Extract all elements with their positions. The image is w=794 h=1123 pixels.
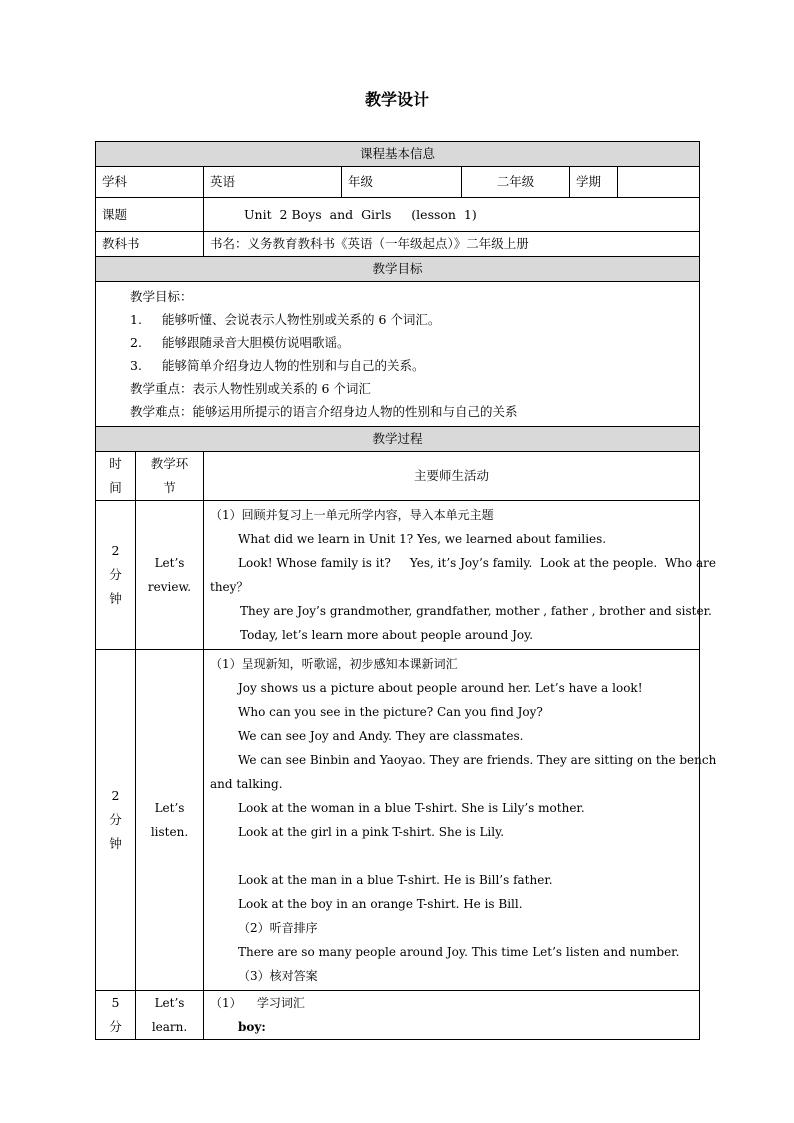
row-time: 2 分 钟	[96, 501, 136, 650]
section-process: 教学过程	[96, 427, 700, 452]
activity-line: There are so many people around Joy. This time Let’s listen and number.	[238, 945, 680, 959]
blank-line	[210, 844, 693, 868]
activity-line: Today, let’s learn more about people around Joy.	[240, 628, 534, 642]
section-basic-info: 课程基本信息	[96, 142, 700, 167]
lesson-plan-table	[95, 141, 717, 1040]
activity-line: We can see Binbin and Yaoyao. They are friends. They are sitting on the bench	[238, 753, 717, 767]
subject-label: 学科	[96, 167, 204, 198]
activity-line: they？	[210, 580, 249, 594]
goals-block	[96, 282, 700, 427]
term-label: 学期	[570, 167, 618, 198]
row-time: 5 分	[96, 991, 136, 1040]
activity-line: What did we learn in Unit 1? Yes, we learned about families.	[238, 532, 607, 546]
grade-label: 年级	[342, 167, 462, 198]
col-header-stage: 教学环 节	[136, 452, 204, 501]
activity-line: Look at the boy in an orange T-shirt. He is Bill.	[238, 897, 523, 911]
col-header-time: 时 间	[96, 452, 136, 501]
goal-item: 1. 能够听懂、会说表示人物性别或关系的 6 个词汇。	[130, 312, 441, 327]
row-activity	[204, 501, 716, 650]
textbook-value: 书名：义务教育教科书《英语（一年级起点）》二年级上册	[204, 232, 700, 257]
activity-line: and talking.	[210, 777, 283, 791]
activity-line: （2）听音排序	[238, 921, 318, 935]
topic-value: Unit 2 Boys and Girls (lesson 1)	[204, 198, 700, 232]
goal-item: 3. 能够简单介绍身边人物的性别和与自己的关系。	[130, 358, 425, 373]
textbook-label: 教科书	[96, 232, 204, 257]
difficulty: 教学难点：能够运用所提示的语言介绍身边人物的性别和与自己的关系	[130, 404, 518, 419]
activity-line: We can see Joy and Andy. They are classmates.	[238, 729, 524, 743]
activity-line: Look at the man in a blue T-shirt. He is Bill’s father.	[238, 873, 553, 887]
grade-value: 二年级	[462, 167, 570, 198]
activity-line: They are Joy’s grandmother, grandfather, mother , father , brother and sister.	[240, 604, 712, 618]
activity-line: Look! Whose family is it? Yes, it’s Joy’s family. Look at the people. Who are	[238, 556, 716, 570]
activity-line: Who can you see in the picture? Can you find Joy?	[238, 705, 543, 719]
activity-line: Look at the woman in a blue T-shirt. She is Lily’s mother.	[238, 801, 585, 815]
section-goals: 教学目标	[96, 257, 700, 282]
topic-label: 课题	[96, 198, 204, 232]
row-activity	[204, 650, 717, 991]
row-stage: Let’s listen.	[136, 650, 204, 991]
row-time: 2 分 钟	[96, 650, 136, 991]
col-header-activity: 主要师生活动	[204, 452, 700, 501]
activity-line: Joy shows us a picture about people around her. Let’s have a look!	[238, 681, 643, 695]
document-title: 教学设计	[364, 90, 429, 109]
activity-line: Look at the girl in a pink T-shirt. She is Lily.	[238, 825, 505, 839]
row-stage: Let’s review.	[136, 501, 204, 650]
goals-heading: 教学目标：	[130, 289, 193, 304]
activity-line: （1） 学习词汇	[210, 996, 305, 1010]
activity-line: （3）核对答案	[238, 969, 318, 983]
activity-line: boy:	[238, 1020, 266, 1034]
row-stage: Let’s learn.	[136, 991, 204, 1040]
key-point: 教学重点：表示人物性别或关系的 6 个词汇	[130, 381, 371, 396]
goal-item: 2. 能够跟随录音大胆模仿说唱歌谣。	[130, 335, 350, 350]
row-activity	[204, 991, 700, 1040]
activity-line: （1）呈现新知，听歌谣，初步感知本课新词汇	[210, 657, 458, 671]
activity-line: （1）回顾并复习上一单元所学内容，导入本单元主题	[210, 508, 494, 522]
term-value	[618, 167, 700, 198]
subject-value: 英语	[204, 167, 342, 198]
